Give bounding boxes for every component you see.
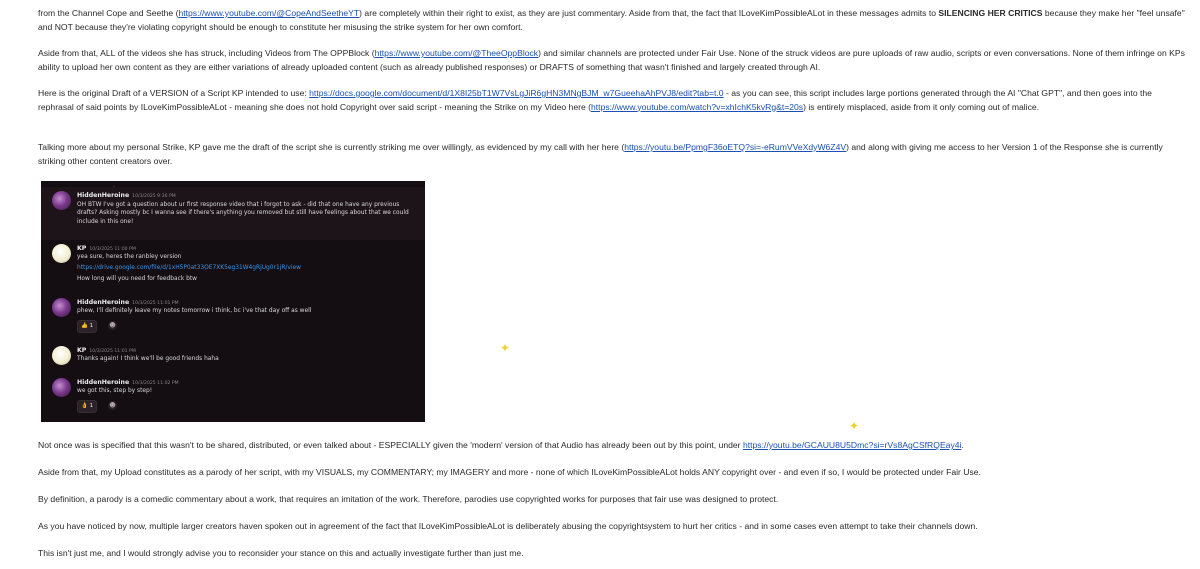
text: - as you can see, this script includes large portions generated through the AI "Chat GPT", and then goes into the rephrasal of said points by ILoveKimPossibleALot - meaning she does not hold Copyright over said script - meaning the Strike on my Video here ( xyxy=(38,88,1152,112)
timestamp: 10/3/2025 11:01 PM xyxy=(89,349,136,354)
chat-screenshot xyxy=(41,181,425,422)
thumbs-up-icon: 👍 xyxy=(81,323,88,329)
username: KP xyxy=(77,245,87,252)
reaction-count: 1 xyxy=(89,323,94,329)
avatar xyxy=(52,346,71,365)
text: ) and along with giving me access to her Version 1 of the Response she is currently striking other content creators over. xyxy=(38,142,1163,166)
sparkle-icon: ✦ xyxy=(500,341,511,355)
message-text: we got this, step by step! xyxy=(77,388,153,394)
chat-message xyxy=(41,294,425,338)
sparkle-icon: ✦ xyxy=(849,419,860,433)
reaction-badge[interactable] xyxy=(77,320,97,333)
text: . xyxy=(961,440,964,450)
username: HiddenHeroine xyxy=(77,192,130,199)
timestamp: 10/3/2025 9:36 PM xyxy=(132,194,176,199)
chat-message xyxy=(41,374,425,418)
link-oppblock[interactable]: https://www.youtube.com/@TheeOppBlock xyxy=(374,48,539,58)
message-text: OH BTW I've got a question about ur first response video that i forgot to ask - did that one have any previous drafts? Asking mostly bc I wanna see if there's anything you removed but still have feelings about that we could include in this one! xyxy=(77,202,409,225)
text: from the Channel Cope and Seethe ( xyxy=(38,8,179,18)
chat-message xyxy=(41,187,425,240)
reaction-count: 1 xyxy=(89,403,94,409)
message-text: yea sure, heres the ranbley version xyxy=(77,254,182,260)
message-link[interactable]: https://drive.google.com/file/d/1xH5P0at33OE7XK5eg31W4gRjUg0r1jR/view xyxy=(77,265,301,271)
timestamp: 10/3/2025 11:02 PM xyxy=(132,381,179,386)
text: ) are completely within their right to exist, as they are just commentary. Aside from that, the fact that ILoveKimPossibleALot in these messages admits to xyxy=(359,8,939,18)
paragraph-channels-commentary xyxy=(38,7,1190,34)
username: HiddenHeroine xyxy=(77,379,130,386)
add-reaction-icon[interactable]: ☻ xyxy=(109,322,116,329)
paragraph-parody: Aside from that, my Upload constitutes as a parody of her script, with my VISUALS, my COMMENTARY; my IMAGERY and more - none of which ILoveKimPossibleALot holds ANY copyright over - and even if so, I would be protected under Fair Use. xyxy=(38,467,981,477)
text: ) and similar channels are protected under Fair Use. None of the struck videos are pure uploads of raw audio, scripts or even conversations. None of them infringe on KPs ability to upload her own content as they are either variations of already uploaded content (such as already published responses) or DRAFTS of something that wasn't finished and largely created through AI. xyxy=(38,48,1185,72)
paragraph-original-draft xyxy=(38,87,1190,114)
text: Aside from that, ALL of the videos she has struck, including Videos from The OPPBlock ( xyxy=(38,48,375,58)
chat-message xyxy=(41,342,425,372)
text: because they make her "feel unsafe" and NOT because they're violating copyright should be enough to constitute her misusing the strike system for her own comfort. xyxy=(38,8,1185,32)
paragraph-not-specified xyxy=(38,439,1190,453)
link-cope-and-seethe[interactable]: https://www.youtube.com/@CopeAndSeetheYT xyxy=(178,8,360,18)
avatar xyxy=(52,298,71,317)
timestamp: 10/3/2025 11:00 PM xyxy=(89,247,136,252)
reaction-badge[interactable] xyxy=(77,400,97,413)
avatar xyxy=(52,244,71,263)
text: ) is entirely misplaced, aside from it only coming out of malice. xyxy=(803,101,1040,112)
text: Not once was is specified that this wasn't to be shared, distributed, or even talked about - ESPECIALLY given the 'modern' version of that Audio has already been out by this point, under xyxy=(38,440,743,450)
avatar xyxy=(52,378,71,397)
paragraph-personal-strike xyxy=(38,141,1190,168)
chat-message xyxy=(41,240,425,290)
username: HiddenHeroine xyxy=(77,299,130,306)
message-text: How long will you need for feedback btw xyxy=(77,276,197,282)
timestamp: 10/3/2025 11:01 PM xyxy=(132,301,179,306)
paragraph-definition: By definition, a parody is a comedic commentary about a work, that requires an imitation of the work. Therefore, parodies use copyrighted works for purposes that fair use was designed to protect. xyxy=(38,494,779,504)
emphasis-silencing: SILENCING HER CRITICS xyxy=(938,8,1043,18)
paragraph-fair-use xyxy=(38,47,1190,74)
link-modern-version[interactable]: https://youtu.be/GCAUU8U5Dmc?si=rVs8AgCSfRQEay4i xyxy=(742,440,962,450)
add-reaction-icon[interactable]: ☻ xyxy=(109,402,116,409)
message-header xyxy=(77,191,176,201)
message-text: Thanks again! I think we'll be good friends haha xyxy=(77,356,219,362)
text: Here is the original Draft of a VERSION of a Script KP intended to use: xyxy=(38,88,310,98)
link-call-recording[interactable]: https://youtu.be/PpmgF36oETQ?si=-eRumVVeXdyW6Z4V xyxy=(624,142,847,152)
username: KP xyxy=(77,347,87,354)
avatar xyxy=(52,191,71,210)
ok-hand-icon: 👌 xyxy=(81,403,88,409)
paragraph-larger-creators: As you have noticed by now, multiple larger creators haven spoken out in agreement of the fact that ILoveKimPossibleALot is deliberately abusing the copyrightsystem to hurt her critics - and in some cases even attempt to take their channels down. xyxy=(38,521,978,531)
paragraph-closing: This isn't just me, and I would strongly advise you to reconsider your stance on this and actually investigate further than just me. xyxy=(38,548,524,558)
link-google-doc-draft[interactable]: https://docs.google.com/document/d/1X8I25bT1W7VsLgJiR6gHN3MNgBJM_w7GueehaAhPVJ8/edit?tab=t.0 xyxy=(309,88,724,98)
text: Talking more about my personal Strike, KP gave me the draft of the script she is currently striking me over willingly, as evidenced by my call with her here ( xyxy=(38,142,625,152)
link-struck-video[interactable]: https://www.youtube.com/watch?v=xhIchK5kvRg&t=20s xyxy=(591,101,804,112)
message-text: phew, I'll definitely leave my notes tomorrow i think, bc i've that day off as well xyxy=(77,308,312,314)
